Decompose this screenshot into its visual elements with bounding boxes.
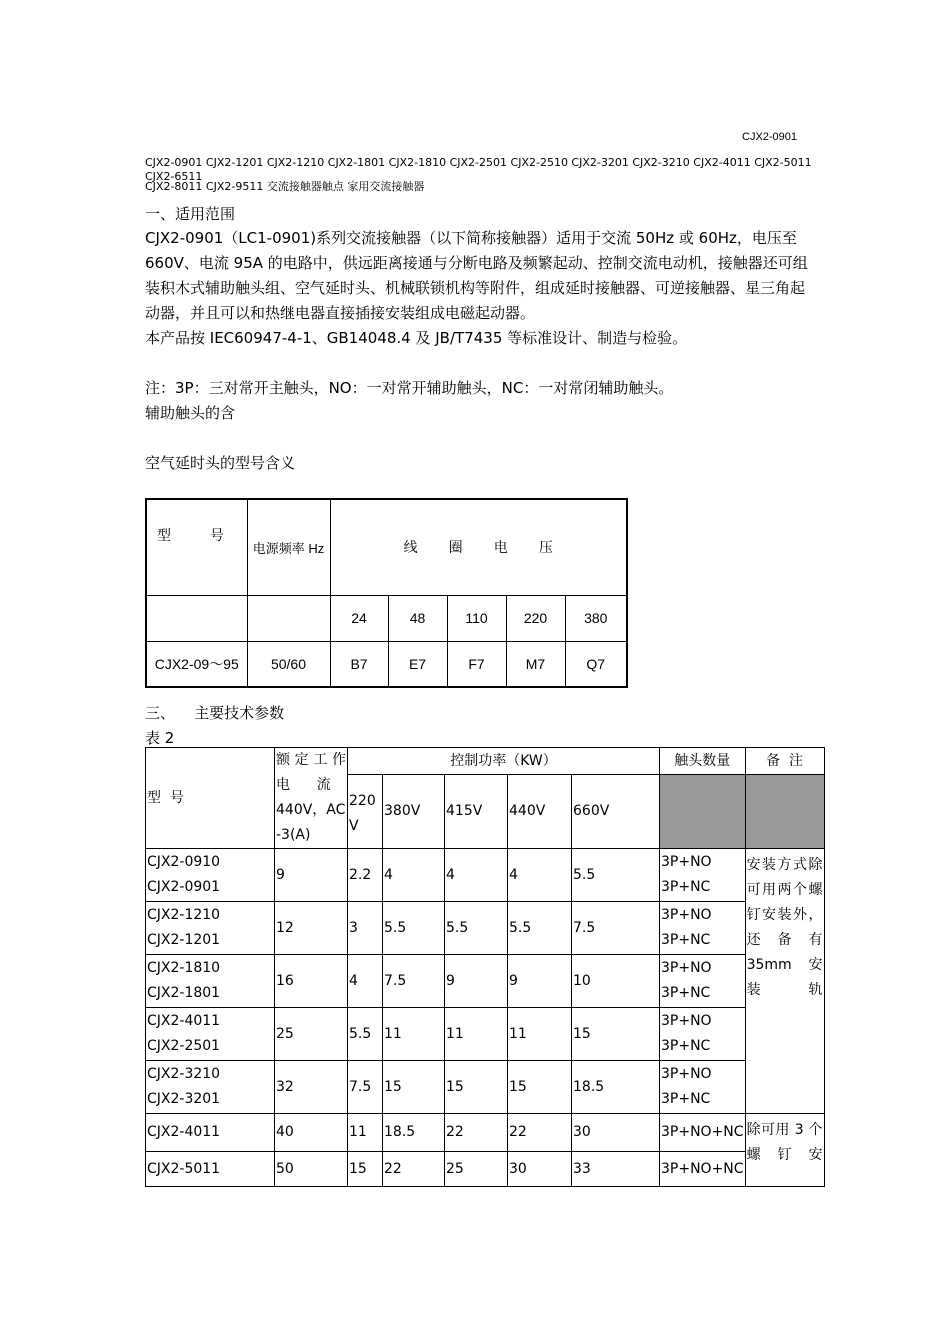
table-row xyxy=(146,849,825,902)
t2-p220: 4 xyxy=(348,955,383,1008)
t2-remark-1: 安装方式除可用两个螺钉安装外，还备有35mm 安装轨 xyxy=(745,849,824,1114)
t2-p415: 15 xyxy=(445,1061,508,1114)
t1-code: Q7 xyxy=(565,641,627,687)
t2-p220: 3 xyxy=(348,902,383,955)
t2-model: CJX2-1210 CJX2-1201 xyxy=(146,902,275,955)
table-row xyxy=(146,1114,825,1152)
section-1-title: 一、适用范围 xyxy=(145,205,236,223)
coil-voltage-table xyxy=(145,498,628,688)
t2-p380: 5.5 xyxy=(383,902,445,955)
t2-p220: 5.5 xyxy=(348,1008,383,1061)
t2-p440: 11 xyxy=(508,1008,572,1061)
t1-cell-empty xyxy=(146,595,247,641)
t1-header-model: 型 号 xyxy=(146,499,247,595)
t2-p660: 18.5 xyxy=(572,1061,660,1114)
t2-p220: 2.2 xyxy=(348,849,383,902)
t2-p660: 7.5 xyxy=(572,902,660,955)
t2-p660: 15 xyxy=(572,1008,660,1061)
t2-header-660v: 660V xyxy=(572,775,660,849)
section-3-title: 三、 主要技术参数 xyxy=(145,704,285,722)
t2-p380: 15 xyxy=(383,1061,445,1114)
t2-contacts: 3P+NO 3P+NC xyxy=(660,1008,746,1061)
t2-p380: 11 xyxy=(383,1008,445,1061)
table-row xyxy=(146,1152,825,1187)
t2-header-220v: 220 V xyxy=(348,775,383,849)
table-row xyxy=(146,1061,825,1114)
table-row xyxy=(146,902,825,955)
t2-contacts: 3P+NO 3P+NC xyxy=(660,955,746,1008)
t2-p440: 5.5 xyxy=(508,902,572,955)
t1-voltage: 220 xyxy=(506,595,565,641)
t2-p660: 33 xyxy=(572,1152,660,1187)
t1-header-coil-voltage: 线 圈 电 压 xyxy=(330,499,627,595)
t2-model: CJX2-4011 xyxy=(146,1114,275,1152)
t2-model: CJX2-1810 CJX2-1801 xyxy=(146,955,275,1008)
t2-contacts: 3P+NO+NC xyxy=(660,1152,746,1187)
t1-code: E7 xyxy=(388,641,447,687)
t2-p440: 22 xyxy=(508,1114,572,1152)
t2-p415: 9 xyxy=(445,955,508,1008)
t1-cell-empty xyxy=(247,595,330,641)
t2-p415: 5.5 xyxy=(445,902,508,955)
t2-header-remark: 备 注 xyxy=(745,748,824,775)
standards-paragraph: 本产品按 IEC60947-4-1、GB14048.4 及 JB/T7435 等标准设计、制造与检验。 xyxy=(145,329,688,347)
t2-p380: 18.5 xyxy=(383,1114,445,1152)
doc-code: CJX2-0901 xyxy=(742,131,798,143)
t2-current: 40 xyxy=(275,1114,348,1152)
keywords-line-2: CJX2-8011 CJX2-9511 交流接触器触点 家用交流接触器 xyxy=(145,180,425,193)
contact-note: 注：3P：三对常开主触头，NO：一对常开辅助触头，NC：一对常闭辅助触头。 xyxy=(145,379,674,397)
t2-p380: 7.5 xyxy=(383,955,445,1008)
t2-contacts: 3P+NO 3P+NC xyxy=(660,1061,746,1114)
t2-header-380v: 380V xyxy=(383,775,445,849)
t1-model: CJX2-09～95 xyxy=(146,641,247,687)
section-1-body xyxy=(145,226,815,351)
t2-current: 50 xyxy=(275,1152,348,1187)
t2-header-shaded xyxy=(745,775,824,849)
t2-remark-2: 除可用 3 个螺钉安 xyxy=(745,1114,824,1187)
t1-voltage: 48 xyxy=(388,595,447,641)
t2-contacts: 3P+NO 3P+NC xyxy=(660,849,746,902)
t2-p415: 22 xyxy=(445,1114,508,1152)
t2-p660: 30 xyxy=(572,1114,660,1152)
keywords-line-1: CJX2-0901 CJX2-1201 CJX2-1210 CJX2-1801 CJX2-1810 CJX2-2501 CJX2-2510 CJX2-3201 CJX2-3210 CJX2-4011 CJX2-5011 CJX2-6511 xyxy=(145,156,812,183)
t2-current: 16 xyxy=(275,955,348,1008)
table-2-label: 表 2 xyxy=(145,729,175,747)
table-row xyxy=(146,1008,825,1061)
t2-p440: 15 xyxy=(508,1061,572,1114)
t2-p440: 9 xyxy=(508,955,572,1008)
t1-frequency: 50/60 xyxy=(247,641,330,687)
t2-model: CJX2-3210 CJX2-3201 xyxy=(146,1061,275,1114)
t2-contacts: 3P+NO 3P+NC xyxy=(660,902,746,955)
t2-current: 25 xyxy=(275,1008,348,1061)
technical-parameters-table xyxy=(145,747,825,1187)
t2-header-power: 控制功率（KW） xyxy=(348,748,660,775)
t2-p440: 4 xyxy=(508,849,572,902)
t2-header-415v: 415V xyxy=(445,775,508,849)
t1-code: F7 xyxy=(447,641,506,687)
table-row xyxy=(146,955,825,1008)
t2-p415: 4 xyxy=(445,849,508,902)
t2-p660: 5.5 xyxy=(572,849,660,902)
t2-p415: 11 xyxy=(445,1008,508,1061)
t2-p220: 7.5 xyxy=(348,1061,383,1114)
t2-header-model: 型 号 xyxy=(146,748,275,849)
t2-p220: 11 xyxy=(348,1114,383,1152)
t2-contacts: 3P+NO+NC xyxy=(660,1114,746,1152)
t2-model: CJX2-4011 CJX2-2501 xyxy=(146,1008,275,1061)
t1-voltage: 110 xyxy=(447,595,506,641)
t2-p380: 22 xyxy=(383,1152,445,1187)
t2-current: 32 xyxy=(275,1061,348,1114)
t2-model: CJX2-0910 CJX2-0901 xyxy=(146,849,275,902)
t2-p380: 4 xyxy=(383,849,445,902)
t1-code: M7 xyxy=(506,641,565,687)
t2-p660: 10 xyxy=(572,955,660,1008)
t2-header-contacts: 触头数量 xyxy=(660,748,746,775)
t1-voltage: 24 xyxy=(330,595,388,641)
t2-p440: 30 xyxy=(508,1152,572,1187)
scope-paragraph: CJX2-0901（LC1-0901)系列交流接触器（以下简称接触器）适用于交流 50Hz 或 60Hz，电压至 660V、电流 95A 的电路中，供远距离接通与分断电路及频繁起动、控制交流电动机，接触器还可组装积木式辅助触头组、空气延时头、机械联锁机构等附件，组成延时接触器、可逆接触器、星三角起动器，并且可以和热继电器直接插接安装组成电磁起动器。 xyxy=(145,229,808,322)
t1-code: B7 xyxy=(330,641,388,687)
air-delay-caption: 空气延时头的型号含义 xyxy=(145,454,296,472)
t1-voltage: 380 xyxy=(565,595,627,641)
t2-header-current: 额定工作 电 流 440V，AC -3(A) xyxy=(275,748,348,849)
aux-contact-caption: 辅助触头的含 xyxy=(145,404,236,422)
t2-current: 12 xyxy=(275,902,348,955)
t2-p220: 15 xyxy=(348,1152,383,1187)
t2-model: CJX2-5011 xyxy=(146,1152,275,1187)
t2-current: 9 xyxy=(275,849,348,902)
t2-header-shaded xyxy=(660,775,746,849)
t1-header-frequency: 电源频率 Hz xyxy=(247,499,330,595)
t2-header-440v: 440V xyxy=(508,775,572,849)
t2-p415: 25 xyxy=(445,1152,508,1187)
